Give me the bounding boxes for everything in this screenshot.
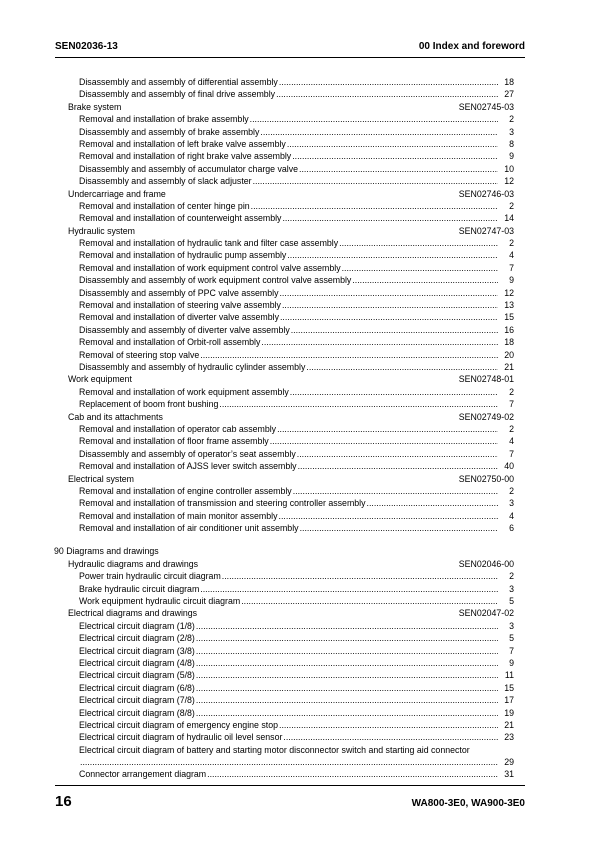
dot-leader	[293, 485, 498, 497]
entry-page: 3	[509, 498, 514, 509]
toc-entry-row	[79, 175, 514, 187]
entry-page: 9	[509, 657, 514, 668]
dot-leader	[196, 620, 498, 632]
toc-entry-row	[79, 682, 514, 694]
section-code: SEN02046-00	[458, 558, 514, 569]
dot-leader	[241, 595, 498, 607]
toc-entry	[0, 522, 596, 534]
toc-section	[0, 101, 596, 113]
toc-entry	[0, 88, 596, 100]
dot-leader	[300, 522, 498, 534]
toc-entry	[0, 707, 596, 719]
toc-entry-row	[79, 460, 514, 472]
toc-entry	[0, 570, 596, 582]
toc-entry	[0, 620, 596, 632]
toc-entry-row	[79, 522, 514, 534]
toc-section	[0, 607, 596, 619]
entry-label: Electrical circuit diagram of battery and starting motor disconnector switch and starting aid connector	[79, 744, 470, 755]
toc-entry-row	[79, 349, 514, 361]
toc-entry	[0, 719, 596, 731]
toc-entry	[0, 386, 596, 398]
entry-page: 4	[509, 436, 514, 447]
section-title: 00 Index and foreword	[418, 41, 525, 52]
toc-entry-row	[79, 386, 514, 398]
entry-label: Removal and installation of hydraulic tank and filter case assembly	[79, 238, 339, 249]
entry-page: 5	[509, 633, 514, 644]
dot-leader	[196, 632, 498, 644]
dot-leader	[283, 731, 498, 743]
toc-entry	[0, 76, 596, 88]
toc-entry	[0, 175, 596, 187]
dot-leader	[196, 669, 498, 681]
entry-label: Removal and installation of work equipment assembly	[79, 386, 289, 397]
model-label: WA800-3E0, WA900-3E0	[411, 798, 525, 809]
dot-leader	[196, 645, 498, 657]
entry-page: 4	[509, 250, 514, 261]
dot-leader	[200, 349, 498, 361]
dot-leader	[290, 386, 498, 398]
entry-page: 17	[504, 695, 514, 706]
entry-label: Removal and installation of diverter valve assembly	[79, 312, 279, 323]
section-title: Brake system	[68, 101, 122, 112]
entry-label: Disassembly and assembly of differential assembly	[79, 77, 278, 87]
toc-entry	[0, 113, 596, 125]
dot-leader	[250, 113, 498, 125]
dot-leader	[207, 768, 498, 780]
entry-page: 16	[504, 324, 514, 335]
toc-entry-row	[79, 237, 514, 249]
dot-leader	[339, 237, 498, 249]
entry-label: Removal and installation of work equipment control valve assembly	[79, 262, 341, 273]
entry-page: 9	[509, 151, 514, 162]
footer-rule	[55, 785, 525, 786]
toc-section	[0, 558, 596, 570]
toc-entry-row	[79, 274, 514, 286]
entry-page: 27	[504, 89, 514, 100]
dot-leader	[279, 510, 498, 522]
toc-entry-row	[79, 262, 514, 274]
section-title: Work equipment	[68, 374, 132, 385]
dot-leader	[279, 76, 498, 88]
toc-entry	[0, 645, 596, 657]
entry-label: Removal and installation of steering valve assembly	[79, 300, 281, 311]
section-code: SEN02047-02	[458, 608, 514, 619]
dot-leader	[196, 694, 498, 706]
toc-entry	[0, 435, 596, 447]
entry-page: 3	[509, 126, 514, 137]
dot-leader	[291, 324, 498, 336]
toc-entry-row	[79, 731, 514, 743]
toc-entry-row	[79, 287, 514, 299]
entry-label: Removal and installation of air conditioner unit assembly	[79, 523, 299, 534]
entry-label: Removal of steering stop valve	[79, 349, 200, 360]
toc-entry	[0, 212, 596, 224]
entry-page: 5	[509, 596, 514, 607]
toc-entry-row	[79, 88, 514, 100]
entry-page: 21	[504, 719, 514, 730]
dot-leader	[80, 756, 498, 768]
toc-entry-row	[79, 744, 514, 756]
entry-page: 3	[509, 583, 514, 594]
page-header	[55, 41, 525, 55]
entry-label: Removal and installation of transmission and steering controller assembly	[79, 498, 366, 509]
toc-entry-row	[79, 719, 514, 731]
dot-leader	[282, 212, 498, 224]
dot-leader	[297, 448, 498, 460]
entry-label: Disassembly and assembly of operator’s seat assembly	[79, 448, 296, 459]
toc-entry	[0, 510, 596, 522]
toc-entry	[0, 583, 596, 595]
toc-entry	[0, 163, 596, 175]
entry-label: Electrical circuit diagram (4/8)	[79, 657, 195, 668]
toc-entry-row	[79, 138, 514, 150]
entry-page: 7	[509, 399, 514, 410]
entry-label: Removal and installation of floor frame assembly	[79, 436, 269, 447]
toc-entry-row	[79, 435, 514, 447]
dot-leader	[287, 249, 498, 261]
toc-entry	[0, 632, 596, 644]
dot-leader	[306, 361, 498, 373]
entry-page: 15	[504, 682, 514, 693]
toc-entry	[0, 237, 596, 249]
toc-section	[0, 411, 596, 423]
entry-label: Electrical circuit diagram (2/8)	[79, 633, 195, 644]
toc-entry-row	[79, 583, 514, 595]
dot-leader	[200, 583, 498, 595]
toc-entry	[0, 398, 596, 410]
toc-entry-row	[79, 398, 514, 410]
toc-entry	[0, 311, 596, 323]
toc-section	[0, 373, 596, 385]
toc-entry-row	[79, 497, 514, 509]
toc-entry-row	[79, 707, 514, 719]
entry-label: Disassembly and assembly of hydraulic cylinder assembly	[79, 361, 306, 372]
entry-page: 12	[504, 176, 514, 187]
entry-page: 18	[504, 337, 514, 348]
toc-entry	[0, 448, 596, 460]
toc-entry	[0, 349, 596, 361]
toc-entry	[0, 669, 596, 681]
entry-page: 21	[504, 361, 514, 372]
section-title: Electrical system	[68, 473, 134, 484]
toc-entry	[0, 299, 596, 311]
entry-label: Removal and installation of hydraulic pump assembly	[79, 250, 287, 261]
entry-label: Electrical circuit diagram (7/8)	[79, 695, 195, 706]
toc-entry-row	[79, 311, 514, 323]
entry-page: 2	[509, 200, 514, 211]
toc-entry-row	[79, 756, 514, 768]
dot-leader	[279, 287, 498, 299]
entry-label: Disassembly and assembly of final drive assembly	[79, 89, 276, 100]
entry-page: 2	[509, 386, 514, 397]
header-rule	[55, 57, 525, 58]
toc-entry	[0, 287, 596, 299]
entry-label: Brake hydraulic circuit diagram	[79, 583, 200, 594]
toc-entry	[0, 657, 596, 669]
toc-section	[0, 225, 596, 237]
dot-leader	[367, 497, 498, 509]
toc-entry	[0, 262, 596, 274]
toc-entry-row	[79, 324, 514, 336]
toc-entry	[0, 126, 596, 138]
entry-label: Electrical circuit diagram of emergency engine stop	[79, 719, 278, 730]
entry-page: 2	[509, 571, 514, 582]
toc-chapter	[0, 545, 596, 557]
entry-page: 40	[504, 461, 514, 472]
toc-entry	[0, 336, 596, 348]
entry-label: Disassembly and assembly of diverter valve assembly	[79, 324, 290, 335]
entry-page: 2	[509, 423, 514, 434]
toc-entry-row	[79, 212, 514, 224]
toc-entry-row	[79, 448, 514, 460]
dot-leader	[196, 657, 498, 669]
entry-label: Removal and installation of operator cab assembly	[79, 423, 277, 434]
section-title: Cab and its attachments	[68, 411, 163, 422]
dot-leader	[260, 126, 498, 138]
dot-leader	[298, 460, 498, 472]
section-code: SEN02746-03	[458, 188, 514, 199]
toc-entry-continued	[0, 756, 596, 768]
toc-entry-row	[79, 669, 514, 681]
entry-label: Removal and installation of right brake valve assembly	[79, 151, 292, 162]
dot-leader	[277, 423, 498, 435]
toc-entry	[0, 497, 596, 509]
toc-entry	[0, 249, 596, 261]
chapter-title: 90 Diagrams and drawings	[54, 546, 159, 557]
entry-page: 12	[504, 287, 514, 298]
toc-entry	[0, 138, 596, 150]
toc-entry	[0, 274, 596, 286]
entry-label: Removal and installation of left brake valve assembly	[79, 138, 286, 149]
toc-entry	[0, 200, 596, 212]
toc-entry-row	[79, 632, 514, 644]
toc-entry-row	[79, 299, 514, 311]
section-title: Undercarriage and frame	[68, 188, 166, 199]
dot-leader	[280, 311, 498, 323]
toc-entry-row	[79, 645, 514, 657]
section-code: SEN02749-02	[458, 411, 514, 422]
toc-entry	[0, 485, 596, 497]
entry-page: 11	[504, 670, 514, 681]
entry-page: 7	[509, 448, 514, 459]
entry-label: Connector arrangement diagram	[79, 769, 207, 780]
entry-label: Electrical circuit diagram (6/8)	[79, 682, 195, 693]
entry-label: Removal and installation of center hinge pin	[79, 200, 250, 211]
entry-page: 7	[509, 262, 514, 273]
toc-entry-row	[79, 336, 514, 348]
toc-entry	[0, 694, 596, 706]
toc-entry-row	[79, 163, 514, 175]
entry-label: Removal and installation of Orbit-roll assembly	[79, 337, 261, 348]
entry-label: Disassembly and assembly of accumulator charge valve	[79, 163, 299, 174]
entry-label: Removal and installation of main monitor assembly	[79, 510, 278, 521]
entry-page: 31	[504, 769, 514, 780]
entry-label: Electrical circuit diagram (1/8)	[79, 620, 195, 631]
entry-page: 9	[509, 275, 514, 286]
section-title: Hydraulic system	[68, 225, 135, 236]
toc-entry-row	[79, 150, 514, 162]
section-code: SEN02747-03	[458, 225, 514, 236]
dot-leader	[219, 398, 498, 410]
toc-entry-row	[79, 200, 514, 212]
dot-leader	[251, 200, 498, 212]
entry-label: Disassembly and assembly of brake assembly	[79, 126, 260, 137]
entry-page: 2	[509, 114, 514, 125]
entry-label: Work equipment hydraulic circuit diagram	[79, 596, 241, 607]
toc-entry	[0, 324, 596, 336]
dot-leader	[342, 262, 498, 274]
section-code: SEN02748-01	[458, 374, 514, 385]
toc-entry	[0, 361, 596, 373]
toc-section	[0, 188, 596, 200]
toc-entry	[0, 682, 596, 694]
entry-label: Removal and installation of brake assembly	[79, 114, 249, 125]
entry-page: 8	[509, 138, 514, 149]
toc-entry	[0, 595, 596, 607]
toc-entry	[0, 768, 596, 780]
entry-page: 4	[509, 510, 514, 521]
entry-page: 2	[509, 485, 514, 496]
entry-label: Replacement of boom front bushing	[79, 399, 219, 410]
entry-page: 15	[504, 312, 514, 323]
entry-page: 23	[504, 732, 514, 743]
section-title: Hydraulic diagrams and drawings	[68, 558, 199, 569]
dot-leader	[292, 150, 498, 162]
entry-label: Electrical circuit diagram (8/8)	[79, 707, 195, 718]
toc-entry-row	[79, 595, 514, 607]
entry-page: 29	[504, 757, 514, 768]
toc-entry-row	[79, 768, 514, 780]
dot-leader	[287, 138, 498, 150]
entry-label: Electrical circuit diagram (5/8)	[79, 670, 195, 681]
entry-page: 2	[509, 238, 514, 249]
dot-leader	[270, 435, 498, 447]
toc-entry-row	[79, 76, 514, 88]
dot-leader	[352, 274, 498, 286]
page-number: 16	[55, 793, 72, 810]
toc-entry-row	[79, 510, 514, 522]
toc-entry-row	[79, 570, 514, 582]
dot-leader	[253, 175, 498, 187]
entry-page: 6	[509, 523, 514, 534]
entry-page: 18	[504, 77, 514, 87]
entry-page: 3	[509, 620, 514, 631]
toc-entry-row	[79, 620, 514, 632]
toc-entry-row	[79, 657, 514, 669]
section-title: Electrical diagrams and drawings	[68, 608, 198, 619]
entry-page: 20	[504, 349, 514, 360]
table-of-contents	[0, 76, 596, 781]
dot-leader	[196, 707, 498, 719]
entry-label: Electrical circuit diagram (3/8)	[79, 645, 195, 656]
toc-entry-row	[79, 485, 514, 497]
toc-entry-row	[79, 126, 514, 138]
entry-label: Removal and installation of AJSS lever switch assembly	[79, 461, 297, 472]
toc-entry	[0, 460, 596, 472]
dot-leader	[299, 163, 498, 175]
dot-leader	[279, 719, 498, 731]
entry-page: 13	[504, 300, 514, 311]
toc-entry	[0, 731, 596, 743]
toc-entry-row	[79, 694, 514, 706]
section-code: SEN02750-00	[458, 473, 514, 484]
entry-label: Power train hydraulic circuit diagram	[79, 571, 221, 582]
toc-entry	[0, 423, 596, 435]
toc-entry-row	[79, 113, 514, 125]
doc-code: SEN02036-13	[55, 41, 118, 52]
entry-label: Disassembly and assembly of work equipment control valve assembly	[79, 275, 352, 286]
entry-page: 7	[509, 645, 514, 656]
toc-entry	[0, 150, 596, 162]
toc-entry-row	[79, 423, 514, 435]
entry-label: Electrical circuit diagram of hydraulic oil level sensor	[79, 732, 283, 743]
entry-label: Disassembly and assembly of slack adjuster	[79, 176, 252, 187]
entry-label: Disassembly and assembly of PPC valve assembly	[79, 287, 279, 298]
dot-leader	[276, 88, 498, 100]
entry-label: Removal and installation of engine controller assembly	[79, 485, 292, 496]
dot-leader	[222, 570, 498, 582]
dot-leader	[282, 299, 498, 311]
entry-page: 19	[504, 707, 514, 718]
entry-label: Removal and installation of counterweight assembly	[79, 213, 282, 224]
entry-page: 10	[504, 163, 514, 174]
entry-page: 14	[504, 213, 514, 224]
section-code: SEN02745-03	[458, 101, 514, 112]
toc-section	[0, 473, 596, 485]
toc-entry-row	[79, 249, 514, 261]
toc-entry	[0, 744, 596, 756]
toc-entry-row	[79, 361, 514, 373]
dot-leader	[261, 336, 498, 348]
dot-leader	[196, 682, 498, 694]
